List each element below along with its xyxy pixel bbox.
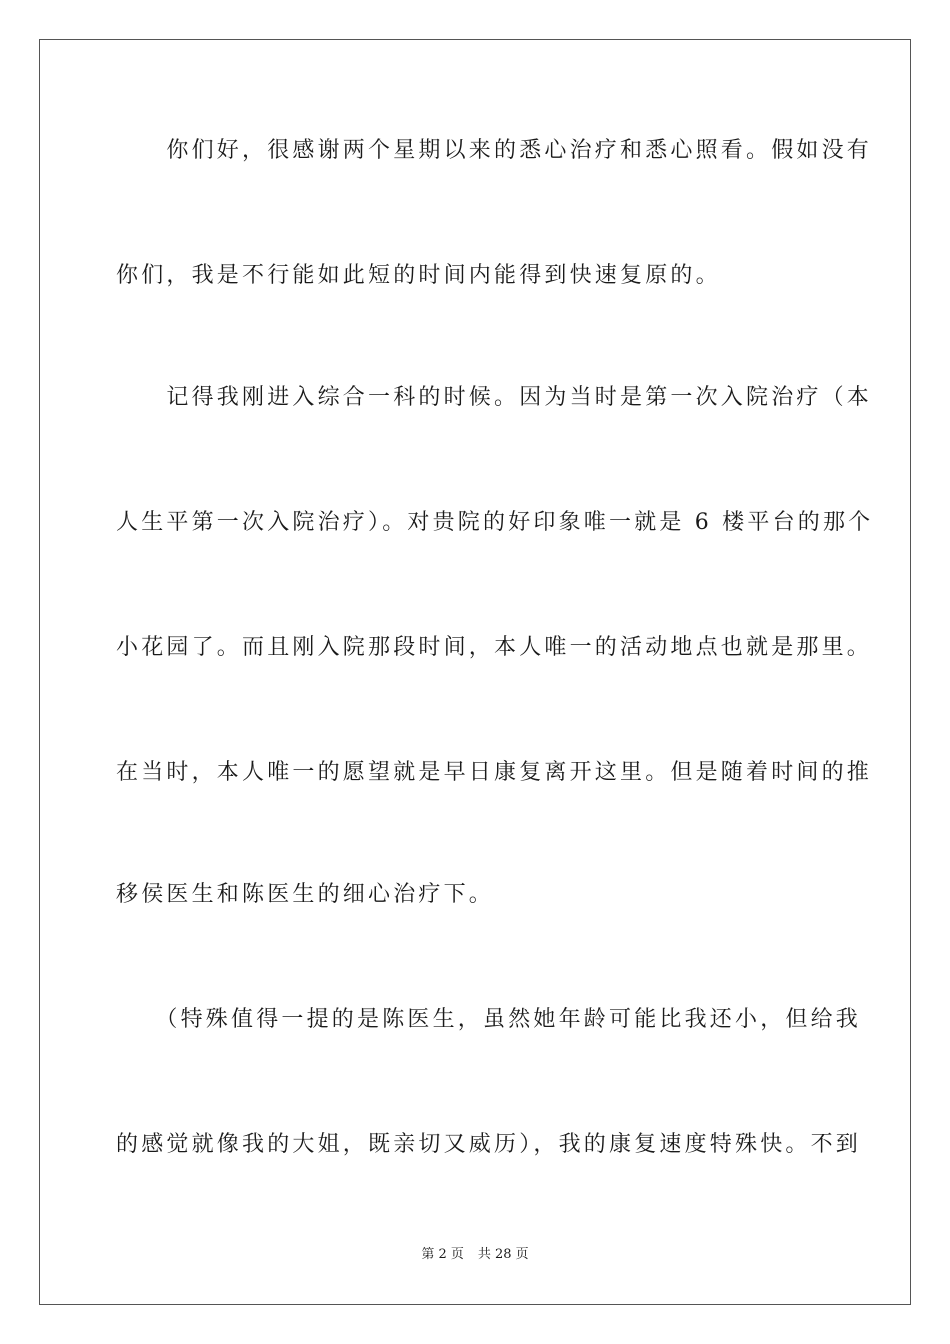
- page-number: 第 2 页: [421, 1247, 464, 1262]
- text-line: 小花园了。而且刚入院那段时间，本人唯一的活动地点也就是那里。: [116, 635, 873, 660]
- text-line: 人生平第一次入院治疗）。对贵院的好印象唯一就是 6 楼平台的那个: [116, 510, 874, 535]
- text-line: （特殊值得一提的是陈医生，虽然她年龄可能比我还小，但给我: [116, 1007, 862, 1032]
- text-line: 你们，我是不行能如此短的时间内能得到快速复原的。: [116, 263, 721, 288]
- text-line: 你们好，很感谢两个星期以来的悉心治疗和悉心照看。假如没有: [116, 138, 873, 163]
- text-line: 在当时，本人唯一的愿望就是早日康复离开这里。但是随着时间的推: [116, 760, 873, 785]
- text-line: 移侯医生和陈医生的细心治疗下。: [116, 882, 495, 907]
- text-line: 的感觉就像我的大姐，既亲切又威历），我的康复速度特殊快。不到: [116, 1132, 862, 1157]
- page-border: [39, 39, 911, 1305]
- text-line: 记得我刚进入综合一科的时候。因为当时是第一次入院治疗（本: [116, 385, 873, 410]
- page-footer: [0, 1246, 950, 1264]
- page-total: 共 28 页: [477, 1247, 529, 1262]
